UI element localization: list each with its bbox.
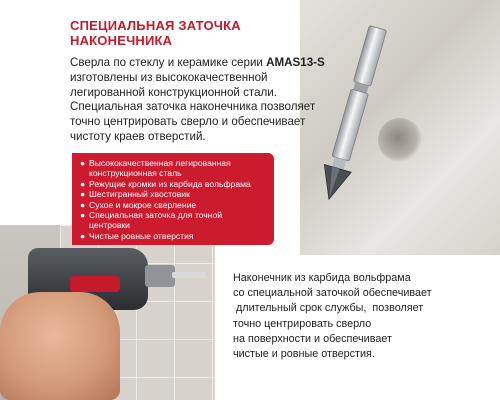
carbide-line: Наконечник из карбида вольфрама xyxy=(233,272,411,284)
title-line-1: СПЕЦИАЛЬНАЯ ЗАТОЧКА xyxy=(70,18,241,33)
feature-text: Специальная заточка для точной xyxy=(89,210,223,221)
feature-text: Высококачественная легированная xyxy=(89,158,231,168)
carbide-line: длительный срок службы, позволяет xyxy=(233,302,424,315)
bullet-icon: ● xyxy=(80,210,86,221)
carbide-line: точно центрировать сверло xyxy=(233,317,372,330)
feature-text: конструкционная сталь xyxy=(89,168,182,179)
intro-line: точно центрировать сверло и обеспечивает xyxy=(70,115,306,129)
feature-text: Шестигранный хвостовик xyxy=(89,189,190,200)
series-code: AMAS13-S xyxy=(266,56,325,69)
intro-line: чистоту краев отверстий. xyxy=(70,129,206,143)
page-title xyxy=(70,18,310,48)
feature-text: центровки xyxy=(89,220,130,231)
feature-item xyxy=(80,231,276,241)
carbide-line: на поверхности и обеспечивает xyxy=(233,332,392,345)
bullet-icon: ● xyxy=(80,178,86,189)
carbide-paragraph xyxy=(233,271,493,362)
bullet-icon: ● xyxy=(80,189,86,200)
bullet-icon: ● xyxy=(80,199,86,210)
bullet-icon: ● xyxy=(80,230,86,241)
feature-text: Сухое и мокрое сверление xyxy=(89,199,197,210)
intro-line: Сверла по стеклу и керамике серии AMAS13-S xyxy=(70,56,325,69)
feature-item xyxy=(80,179,276,189)
intro-line: изготовлены из высококачественной xyxy=(70,70,268,84)
carbide-line: со специальной заточкой обеспечивает xyxy=(233,287,432,300)
intro-line: легированной конструкционной стали. xyxy=(70,85,277,99)
feature-item xyxy=(80,200,276,210)
feature-item xyxy=(80,189,276,199)
bullet-icon: ● xyxy=(80,158,86,168)
intro-paragraph xyxy=(70,56,325,145)
feature-item xyxy=(80,158,276,179)
feature-text: Режущие кромки из карбида вольфрама xyxy=(89,178,251,189)
intro-line: Специальная заточка наконечника позволяет xyxy=(70,100,316,114)
title-line-2: НАКОНЕЧНИКА xyxy=(70,33,173,48)
feature-item xyxy=(80,210,276,231)
features-list xyxy=(80,158,276,241)
carbide-line: чистые и ровные отверстия. xyxy=(233,348,375,361)
feature-text: Чистые ровные отверстия xyxy=(89,230,194,241)
